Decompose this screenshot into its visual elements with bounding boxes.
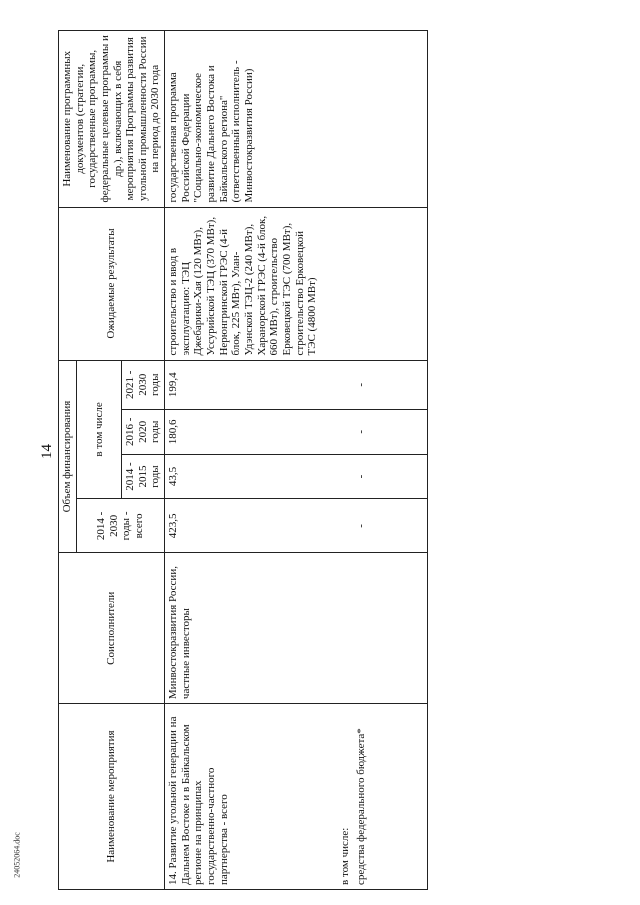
sub-label: в том числе:: [321, 704, 354, 890]
row-period-1: 43,5: [165, 454, 321, 499]
row-period-3: 199,4: [165, 360, 321, 409]
row-name: 14. Развитие угольной генерации на Дальнем Востоке и в Байкальском регионе на принципах государственно-частного партнерства - всего: [165, 704, 321, 890]
header-total: 2014 - 2030 годы - всего: [76, 499, 164, 553]
row-executors: Минвостокразвития России, частные инвесторы: [165, 553, 321, 704]
header-results: Ожидаемые результаты: [59, 207, 165, 360]
sub-row-period-2: -: [353, 409, 428, 454]
row-results: строительство и ввод в эксплуатацию: ТЭЦ Джебарики-Хая (120 МВт), Уссурийской ТЭЦ (370 МВт), Нерюнгринской ГРЭС (4-й блок, 225 МВт), Улан-Удэнской ТЭЦ-2 (240 МВт), Харанорской ГРЭС (4-й блок, 660 МВт), строительство Ерковецкой ТЭС (700 МВт), строительство Ерковецкой ТЭС (4800 МВт): [165, 207, 321, 360]
sub-row-name: средства федерального бюджета*: [353, 704, 428, 890]
page-number: 14: [38, 443, 55, 459]
row-total: 423,5: [165, 499, 321, 553]
header-period-2: 2016 - 2020 годы: [122, 409, 165, 454]
header-financing: Объем финансирования: [59, 360, 77, 553]
header-including: в том числе: [76, 360, 122, 499]
header-period-1: 2014 - 2015 годы: [122, 454, 165, 499]
row-period-2: 180,6: [165, 409, 321, 454]
sub-row-period-1: -: [353, 454, 428, 499]
header-name: Наименование мероприятия: [59, 704, 165, 890]
rotated-table-container: [58, 30, 624, 890]
header-executors: Соисполнители: [59, 553, 165, 704]
sub-row-total: -: [353, 499, 428, 553]
file-footer: 24052064.doc: [12, 832, 22, 878]
program-table: [58, 30, 428, 890]
sub-row-period-3: -: [353, 360, 428, 409]
header-period-3: 2021 - 2030 годы: [122, 360, 165, 409]
row-programs: государственная программа Российской Федерации "Социально-экономическое развитие Дальнего Востока и Байкальского региона" (ответственный исполнитель - Минвостокразвития России): [165, 31, 321, 208]
header-programs: Наименование программных документов (стратегии, государственные программы, федеральные целевые программы и др.), включающих в себя мероприятия Программы развития угольной промышленности России на период до 2030 года: [59, 31, 165, 208]
